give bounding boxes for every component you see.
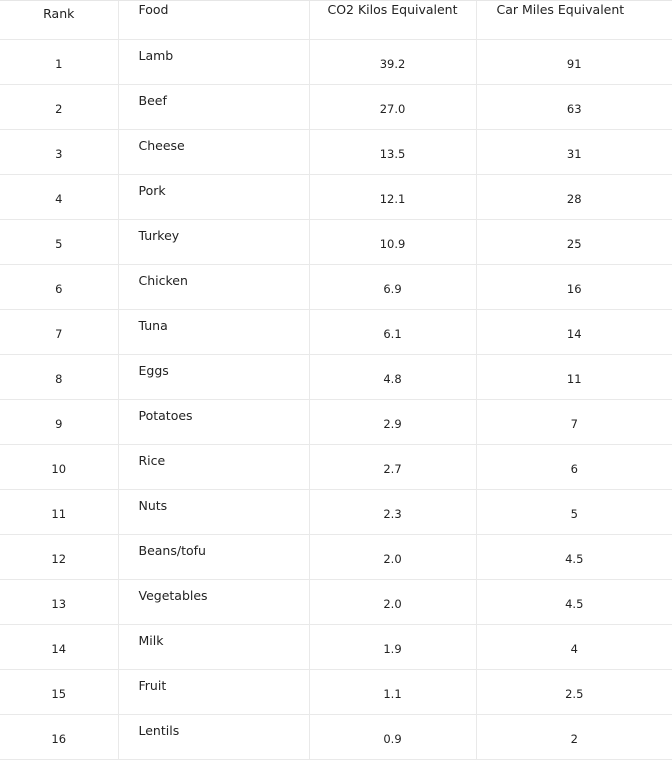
column-header-co2: CO2 Kilos Equivalent [309,1,476,40]
cell-co2-kilos: 12.1 [309,175,476,220]
cell-food: Beef [118,85,309,130]
cell-rank: 9 [0,400,118,445]
cell-rank: 6 [0,265,118,310]
cell-co2-kilos: 39.2 [309,40,476,85]
cell-rank: 12 [0,535,118,580]
cell-co2-kilos: 1.9 [309,625,476,670]
cell-car-miles: 11 [476,355,672,400]
cell-rank: 11 [0,490,118,535]
cell-car-miles: 2 [476,715,672,760]
table-row [0,175,672,220]
cell-co2-kilos: 6.1 [309,310,476,355]
cell-car-miles: 5 [476,490,672,535]
table-row [0,40,672,85]
table-row [0,310,672,355]
cell-co2-kilos: 0.9 [309,715,476,760]
cell-food: Lentils [118,715,309,760]
cell-rank: 3 [0,130,118,175]
cell-car-miles: 4 [476,625,672,670]
table-row [0,445,672,490]
cell-rank: 13 [0,580,118,625]
cell-car-miles: 63 [476,85,672,130]
cell-co2-kilos: 2.0 [309,580,476,625]
cell-co2-kilos: 2.7 [309,445,476,490]
cell-food: Turkey [118,220,309,265]
cell-car-miles: 2.5 [476,670,672,715]
table-row [0,490,672,535]
cell-rank: 14 [0,625,118,670]
cell-food: Eggs [118,355,309,400]
cell-co2-kilos: 1.1 [309,670,476,715]
cell-co2-kilos: 6.9 [309,265,476,310]
cell-car-miles: 31 [476,130,672,175]
cell-food: Nuts [118,490,309,535]
table-row [0,670,672,715]
cell-co2-kilos: 13.5 [309,130,476,175]
cell-co2-kilos: 10.9 [309,220,476,265]
cell-food: Fruit [118,670,309,715]
table-row [0,400,672,445]
cell-car-miles: 16 [476,265,672,310]
cell-car-miles: 28 [476,175,672,220]
cell-food: Cheese [118,130,309,175]
cell-rank: 2 [0,85,118,130]
cell-co2-kilos: 2.3 [309,490,476,535]
cell-co2-kilos: 27.0 [309,85,476,130]
table-row [0,130,672,175]
cell-food: Rice [118,445,309,490]
cell-co2-kilos: 4.8 [309,355,476,400]
header-row [0,1,672,40]
cell-food: Vegetables [118,580,309,625]
cell-car-miles: 4.5 [476,580,672,625]
cell-rank: 8 [0,355,118,400]
table-row [0,355,672,400]
cell-car-miles: 4.5 [476,535,672,580]
table-row [0,715,672,760]
cell-car-miles: 14 [476,310,672,355]
cell-food: Milk [118,625,309,670]
cell-car-miles: 25 [476,220,672,265]
table-row [0,85,672,130]
cell-rank: 1 [0,40,118,85]
cell-car-miles: 6 [476,445,672,490]
table-body [0,40,672,760]
table-row [0,220,672,265]
table-row [0,265,672,310]
table-row [0,580,672,625]
cell-rank: 15 [0,670,118,715]
cell-car-miles: 7 [476,400,672,445]
cell-food: Beans/tofu [118,535,309,580]
cell-co2-kilos: 2.0 [309,535,476,580]
cell-co2-kilos: 2.9 [309,400,476,445]
table-row [0,535,672,580]
cell-food: Pork [118,175,309,220]
cell-food: Lamb [118,40,309,85]
cell-rank: 4 [0,175,118,220]
table-row [0,625,672,670]
cell-rank: 16 [0,715,118,760]
cell-food: Tuna [118,310,309,355]
cell-rank: 10 [0,445,118,490]
cell-food: Potatoes [118,400,309,445]
column-header-food: Food [118,1,309,40]
cell-car-miles: 91 [476,40,672,85]
column-header-car-miles: Car Miles Equivalent [476,1,672,40]
cell-rank: 7 [0,310,118,355]
cell-rank: 5 [0,220,118,265]
cell-food: Chicken [118,265,309,310]
column-header-rank: Rank [0,1,118,40]
food-emissions-table [0,1,672,760]
